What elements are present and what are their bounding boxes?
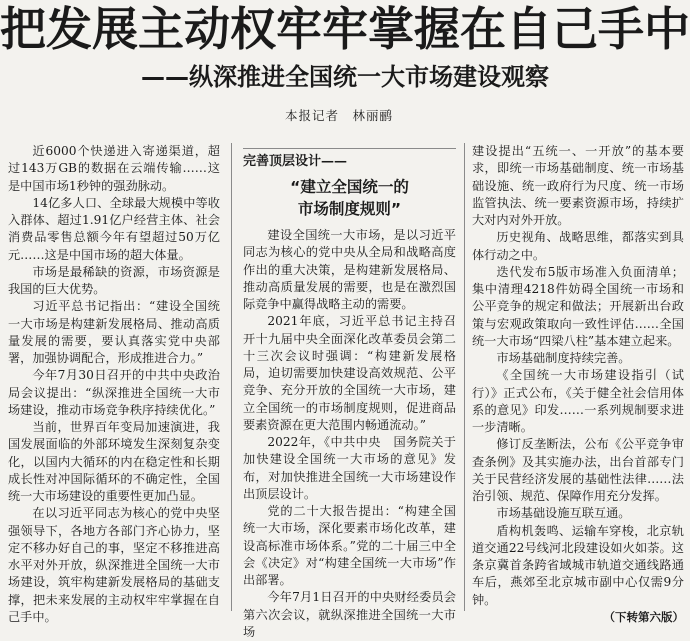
paragraph: 近6000个快递进入寄递渠道，超过143万GB的数据在云端传输……这是中国市场1秒钟的强劲脉动。 [8,144,220,193]
section-kicker: 完善顶层设计—— [243,154,348,169]
paragraph: 迭代发布5版市场准入负面清单；集中清理4218件妨碍全国统一市场和公平竞争的规定和做法；开展新出台政策与宏观政策取向一致性评估……全国统一大市场“四梁八柱”基本建立起来。 [472,264,684,348]
column-divider [231,143,232,611]
article-column-3 [472,143,684,624]
byline: 本报记者 林丽鹂 [285,108,394,123]
column-divider [464,143,465,611]
paragraph: 习近平总书记指出：“建设全国统一大市场是构建新发展格局、推动高质量发展的需要，要认真落实党中央部署，加强协调配合，形成推进合力。” [8,299,220,365]
paragraph: 《全国统一大市场建设指引（试行）》正式公布，《关于健全社会信用体系的意见》印发……一系列规制要求进一步清晰。 [472,368,684,434]
paragraph: 建设全国统一大市场，是以习近平同志为核心的党中央从全局和战略高度作出的重大决策，是构建新发展格局、推动高质量发展的需要，也是在激烈国际竞争中赢得战略主动的需要。 [243,228,456,311]
headline: 把发展主动权牢牢掌握在自己手中 [0,2,690,56]
paragraph: 2021年底，习近平总书记主持召开十九届中央全面深化改革委员会第二十三次会议时强调：“构建新发展格局，迫切需要加快建设高效规范、公平竞争、充分开放的全国统一大市场，建立全国统一的市场制度规则，促进商品要素资源在更大范围内畅通流动。” [243,314,456,432]
paragraph: 2022年，《中共中央 国务院关于加快建设全国统一大市场的意见》发布，对加快推进全国统一大市场建设作出顶层设计。 [243,435,456,501]
paragraph: 今年7月30日召开的中共中央政治局会议提出：“纵深推进全国统一大市场建设，推动市场竞争秩序持续优化。” [8,368,220,417]
paragraph: 市场基础制度持续完善。 [496,351,631,365]
section-rule [243,148,456,149]
paragraph: 当前，世界百年变局加速演进，我国发展面临的外部环境发生深刻复杂变化，以国内大循环的内在稳定性和长期成长性对冲国际循环的不确定性，全国统一大市场建设的重要性更加凸显。 [8,420,220,503]
paragraph: 市场基础设施互联互通。 [496,506,631,521]
paragraph: 党的二十大报告提出：“构建全国统一大市场，深化要素市场化改革，建设高标准市场体系。”党的二十届三中全会《决定》对“构建全国统一大市场”作出部署。 [243,504,456,587]
paragraph: 市场是最稀缺的资源，市场资源是我国的巨大优势。 [8,264,220,296]
section-title-line: “建立全国统一的 [290,178,409,196]
continued-on-page-note: （下转第六版） [603,609,684,624]
paragraph: 今年7月1日召开的中央财经委员会第六次会议，就纵深推进全国统一大市场 [243,590,456,639]
section-title-line: 市场制度规则” [297,200,402,218]
subheadline: ——纵深推进全国统一大市场建设观察 [141,63,549,91]
paragraph: 建设提出“五统一、一开放”的基本要求，即统一市场基础制度、统一市场基础设施、统一政府行为尺度、统一市场监管执法、统一要素资源市场，持续扩大对内对外开放。 [472,144,684,227]
paragraph: 修订反垄断法，公布《公平竞争审查条例》及其实施办法，出台首部专门关于民营经济发展的基础性法律……法治引领、规范、保障作用充分发挥。 [472,437,684,503]
paragraph: 在以习近平同志为核心的党中央坚强领导下，各地方各部门齐心协力，坚定不移办好自己的事，坚定不移推进高水平对外开放，纵深推进全国统一大市场建设，筑牢构建新发展格局的基础支撑，把未来发展的主动权牢牢掌握在自己手中。 [8,506,220,624]
paragraph: 历史视角、战略思维，都落实到具体行动之中。 [472,230,684,262]
article-column-1 [8,143,220,624]
section-title [243,176,456,220]
paragraph: 盾构机轰鸣、运输车穿梭，北京轨道交通22号线河北段建设如火如荼。这条京冀首条跨省域城市轨道交通线路通车后，燕郊至北京城市副中心仅需9分钟。 [472,523,684,607]
article-column-2 [243,227,456,639]
paragraph: 14亿多人口、全球最大规模中等收入群体、超过1.91亿户经营主体、社会消费品零售总额今年有望超过50万亿元……这是中国市场的超大体量。 [8,195,220,262]
